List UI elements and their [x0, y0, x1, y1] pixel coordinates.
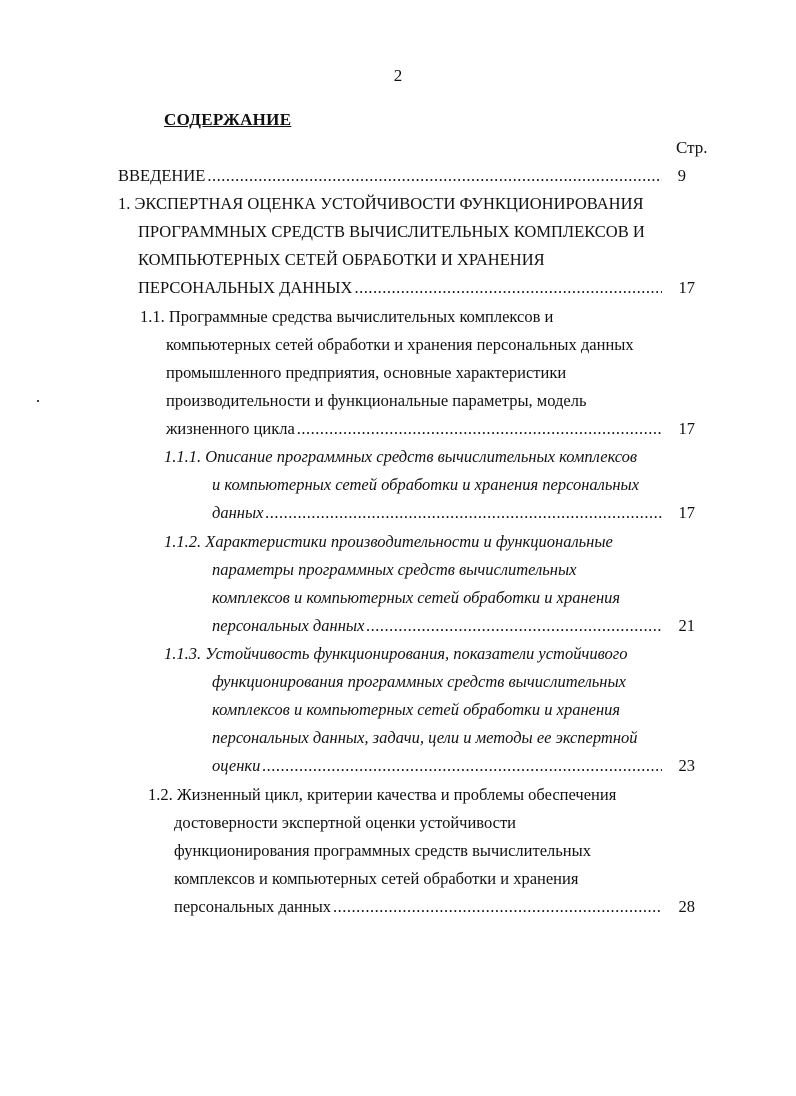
page-column-label: Стр.	[676, 138, 708, 157]
toc-entry-line: персональных данных, задачи, цели и методы ее экспертной	[212, 728, 638, 747]
toc-entry-last-line	[212, 499, 662, 527]
toc-page-ref: 17	[678, 503, 695, 522]
toc-entry-line: КОМПЬЮТЕРНЫХ СЕТЕЙ ОБРАБОТКИ И ХРАНЕНИЯ	[138, 250, 545, 269]
toc-entry-line: комплексов и компьютерных сетей обработки и хранения	[212, 588, 621, 607]
toc-page-ref: 23	[678, 756, 695, 775]
toc-entry-label: ПЕРСОНАЛЬНЫХ ДАННЫХ	[138, 278, 353, 297]
toc-entry-line: ПРОГРАММНЫХ СРЕДСТВ ВЫЧИСЛИТЕЛЬНЫХ КОМПЛЕКСОВ И	[138, 222, 645, 241]
toc-entry-line: производительности и функциональные параметры, модель	[166, 391, 587, 410]
toc-entry-label: данных	[212, 503, 264, 522]
toc-entry-last-line	[174, 893, 662, 921]
leader-dots	[265, 499, 662, 527]
toc-entry-line: параметры программных средств вычислительных	[212, 560, 577, 579]
toc-page-ref: 21	[678, 616, 695, 635]
leader-dots	[297, 415, 662, 443]
page-number: 2	[393, 66, 403, 85]
toc-entry-line: функционирования программных средств вычислительных	[212, 672, 626, 691]
toc-entry-label: персональных данных	[174, 897, 332, 916]
toc-page-ref: 28	[678, 897, 695, 916]
toc-page-ref: 17	[678, 278, 695, 297]
toc-entry-line: 1.1. Программные средства вычислительных комплексов и	[140, 307, 554, 326]
leader-dots	[207, 162, 662, 190]
leader-dots	[262, 752, 662, 780]
leader-dots	[333, 893, 662, 921]
toc-entry-line: 1. ЭКСПЕРТНАЯ ОЦЕНКА УСТОЙЧИВОСТИ ФУНКЦИОНИРОВАНИЯ	[118, 194, 644, 213]
toc-entry-label: ВВЕДЕНИЕ	[118, 166, 206, 185]
toc-page-ref: 9	[677, 166, 686, 185]
toc-entry-line: функционирования программных средств вычислительных	[174, 841, 591, 860]
leader-dots	[354, 274, 662, 302]
toc-title: СОДЕРЖАНИЕ	[164, 110, 292, 129]
toc-entry-label: жизненного цикла	[166, 419, 295, 438]
toc-page-ref: 17	[678, 419, 695, 438]
toc-entry-line: 1.1.2. Характеристики производительности и функциональные	[164, 532, 613, 551]
toc-entry-line: 1.2. Жизненный цикл, критерии качества и проблемы обеспечения	[148, 785, 617, 804]
toc-entry-intro[interactable]	[118, 162, 662, 190]
scan-mark	[37, 400, 39, 402]
toc-entry-label: персональных данных	[212, 616, 365, 635]
toc-entry-last-line	[212, 752, 662, 780]
toc-entry-last-line	[138, 274, 662, 302]
toc-entry-line: компьютерных сетей обработки и хранения персональных данных	[166, 335, 634, 354]
leader-dots	[366, 612, 662, 640]
toc-entry-line: промышленного предприятия, основные характеристики	[166, 363, 567, 382]
toc-entry-last-line	[212, 612, 662, 640]
toc-entry-line: и компьютерных сетей обработки и хранения персональных	[212, 475, 640, 494]
toc-entry-line: комплексов и компьютерных сетей обработки и хранения	[212, 700, 621, 719]
toc-entry-line: 1.1.3. Устойчивость функционирования, показатели устойчивого	[164, 644, 628, 663]
toc-entry-line: достоверности экспертной оценки устойчивости	[174, 813, 516, 832]
toc-entry-last-line	[166, 415, 662, 443]
toc-entry-line: 1.1.1. Описание программных средств вычислительных комплексов	[164, 447, 638, 466]
toc-entry-label: оценки	[212, 756, 261, 775]
toc-entry-line: комплексов и компьютерных сетей обработки и хранения	[174, 869, 579, 888]
